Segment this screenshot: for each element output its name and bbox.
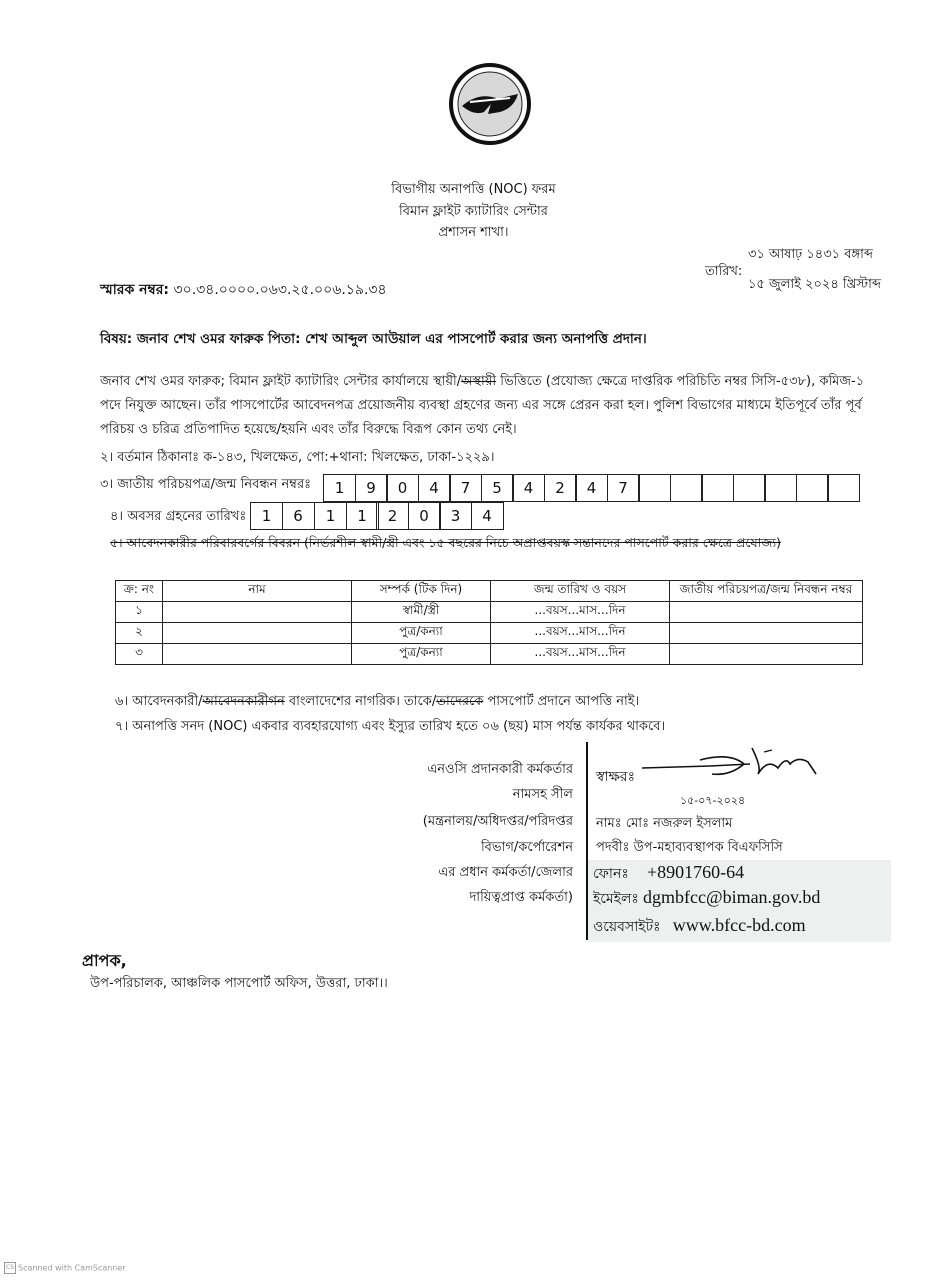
table-row [116,623,863,644]
cell-serial: ৩ [116,644,163,665]
cell-name [163,602,352,623]
form-title: বিভাগীয় অনাপত্তি (NOC) ফরম [391,182,556,197]
digit-box [638,474,671,502]
cell-nid [670,644,863,665]
digit-box: 1 [323,474,356,502]
scanner-watermark: CS Scanned with CamScanner [6,1263,126,1273]
date-bangla: ৩১ আষাঢ় ১৪৩১ বঙ্গাব্দ [748,247,873,262]
cell-nid [670,602,863,623]
signature-label: স্বাক্ষরঃ [596,769,636,785]
digit-box [827,474,860,502]
officer-line-1: এনওসি প্রদানকারী কর্মকর্তার [427,762,573,777]
cell-dob: ...বয়স...মাস...দিন [491,602,670,623]
digit-box: 1 [346,502,379,530]
recipient-label: প্রাপক, [82,951,127,970]
body-paragraph: জনাব শেখ ওমর ফারুক; বিমান ফ্লাইট ক্যাটারিং সেন্টার কার্যালয়ে স্থায়ী/অস্থায়ী ভিত্তিতে (প্রযোজ্য ক্ষেত্রে দাপ্তরিক পরিচিতি নম্বর সিসি-৫৩৮), কমিজ-১ পদে নিযুক্ত আছেন। তাঁর পাসপোর্টের আবেদনপত্র প্রয়োজনীয় ব্যবস্থা গ্রহণের জন্য এর সঙ্গে প্রেরন করা হল। পুলিশ বিভাগের মাধ্যমে ইতিপূর্বে তাঁর পূর্ব পরিচয় ও চরিত্র প্রতিপাদিত হয়েছে/হয়নি এবং তাঁর বিরুদ্ধে বিরূপ কোন তথ্য নেই। [100,374,865,437]
date-label: তারিখ: [705,264,743,279]
digit-box: 1 [250,502,283,530]
header-serial: ক্র: নং [116,581,163,602]
recipient-value: উপ-পরিচালক, আঞ্চলিক পাসপোর্ট অফিস, উত্তরা, ঢাকা।। [90,976,388,991]
digit-box: 0 [408,502,441,530]
camscanner-icon: CS [4,1262,16,1274]
officer-line-4: বিভাগ/কর্পোরেশন [480,840,573,855]
memo-value: ৩০.৩৪.০০০০.০৬৩.২৫.০০৬.১৯.৩৪ [173,282,387,298]
header-dob: জন্ম তারিখ ও বয়স [491,581,670,602]
digit-box: 9 [355,474,388,502]
cell-dob: ...বয়স...মাস...দিন [491,623,670,644]
digit-box: 4 [512,474,545,502]
digit-box: 4 [418,474,451,502]
digit-box [670,474,703,502]
officer-line-6: দায়িত্বপ্রাপ্ত কর্মকর্তা) [469,890,573,905]
officer-name: নামঃ মোঃ নজরুল ইসলাম [596,816,733,831]
organization-name: বিমান ফ্লাইট ক্যাটারিং সেন্টার [399,204,548,219]
memo-number [100,278,387,302]
retirement-month-boxes [314,502,379,530]
header-nid: জাতীয় পরিচয়পত্র/জন্ম নিবন্ধন নম্বর [670,581,863,602]
digit-box: 0 [386,474,419,502]
cell-dob: ...বয়স...মাস...দিন [491,644,670,665]
cell-name [163,623,352,644]
section-name: প্রশাসন শাখা। [438,225,509,240]
officer-line-2: নামসহ সীল [512,787,573,802]
clause-7: ৭। অনাপত্তি সনদ (NOC) একবার ব্যবহারযোগ্য এবং ইস্যুর তারিখ হতে ০৬ (ছয়) মাস পর্যন্ত কার্যকর থাকবে। [115,719,666,734]
digit-box [796,474,829,502]
digit-box [701,474,734,502]
digit-box: 2 [544,474,577,502]
digit-box: 2 [376,502,409,530]
cell-relation: পুত্র/কন্যা [352,623,491,644]
table-row [116,644,863,665]
retirement-year-boxes [376,502,504,530]
officer-designation: পদবীঃ উপ-মহাব্যবস্থাপক বিএফসিসি [596,840,783,855]
officer-line-3: (মন্ত্রনালয়/অধিদপ্তর/পরিদপ্তর [422,814,573,829]
nid-boxes [323,474,860,502]
cell-serial: ১ [116,602,163,623]
retirement-label: ৪। অবসর গ্রহনের তারিখঃ [110,509,247,524]
header-relation: সম্পর্ক (টিক দিন) [352,581,491,602]
contact-email: ইমেইলঃ dgmbfcc@biman.gov.bd [593,887,821,907]
table-header-row [116,581,863,602]
digit-box: 7 [607,474,640,502]
digit-box [764,474,797,502]
digit-box [733,474,766,502]
biman-logo [448,62,532,146]
header-name: নাম [163,581,352,602]
digit-box: 1 [314,502,347,530]
officer-line-5: এর প্রধান কর্মকর্তা/জেলার [438,865,573,880]
family-table [115,580,863,665]
signature-date: ১৫-০৭-২০২৪ [680,794,746,807]
contact-website: ওয়েবসাইটঃ www.bfcc-bd.com [593,915,806,935]
cell-name [163,644,352,665]
digit-box: 3 [439,502,472,530]
family-heading: ৫। আবেদনকারীর পরিবারবর্গের বিবরন (নির্ভরশীল স্বামী/স্ত্রী এবং ১৫ বছরের নিচে অপ্রাপ্তবয়স্ক সন্তানদের পাসপোর্ট করার ক্ষেত্রে প্রযোজ্য) [110,535,781,550]
digit-box: 4 [471,502,504,530]
digit-box: 7 [449,474,482,502]
digit-box: 4 [575,474,608,502]
subject-line: বিষয়: জনাব শেখ ওমর ফারুক পিতা: শেখ আব্দুল আউয়াল এর পাসপোর্ট করার জন্য অনাপত্তি প্রদান। [100,331,647,347]
nid-label: ৩। জাতীয় পরিচয়পত্র/জন্ম নিবন্ধন নম্বরঃ [100,477,312,492]
cell-relation: স্বামী/স্ত্রী [352,602,491,623]
contact-phone: ফোনঃ +8901760-64 [593,862,745,882]
date-english: ১৫ জুলাই ২০২৪ খ্রিস্টাব্দ [748,277,881,292]
cell-nid [670,623,863,644]
cell-relation: পুত্র/কন্যা [352,644,491,665]
retirement-day-boxes [250,502,315,530]
digit-box: 6 [282,502,315,530]
table-row [116,602,863,623]
memo-label: স্মারক নম্বর: [100,282,170,298]
digit-box: 5 [481,474,514,502]
present-address: ২। বর্তমান ঠিকানাঃ ক-১৪৩, খিলক্ষেত, পো:+থানা: খিলক্ষেত, ঢাকা-১২২৯। [100,450,495,465]
signature-scribble [640,738,820,788]
clause-6: ৬। আবেদনকারী/আবেদনকারীগন বাংলাদেশের নাগরিক। তাকে/তাদেরকে পাসপোর্ট প্রদানে আপত্তি নাই। [115,694,640,709]
cell-serial: ২ [116,623,163,644]
